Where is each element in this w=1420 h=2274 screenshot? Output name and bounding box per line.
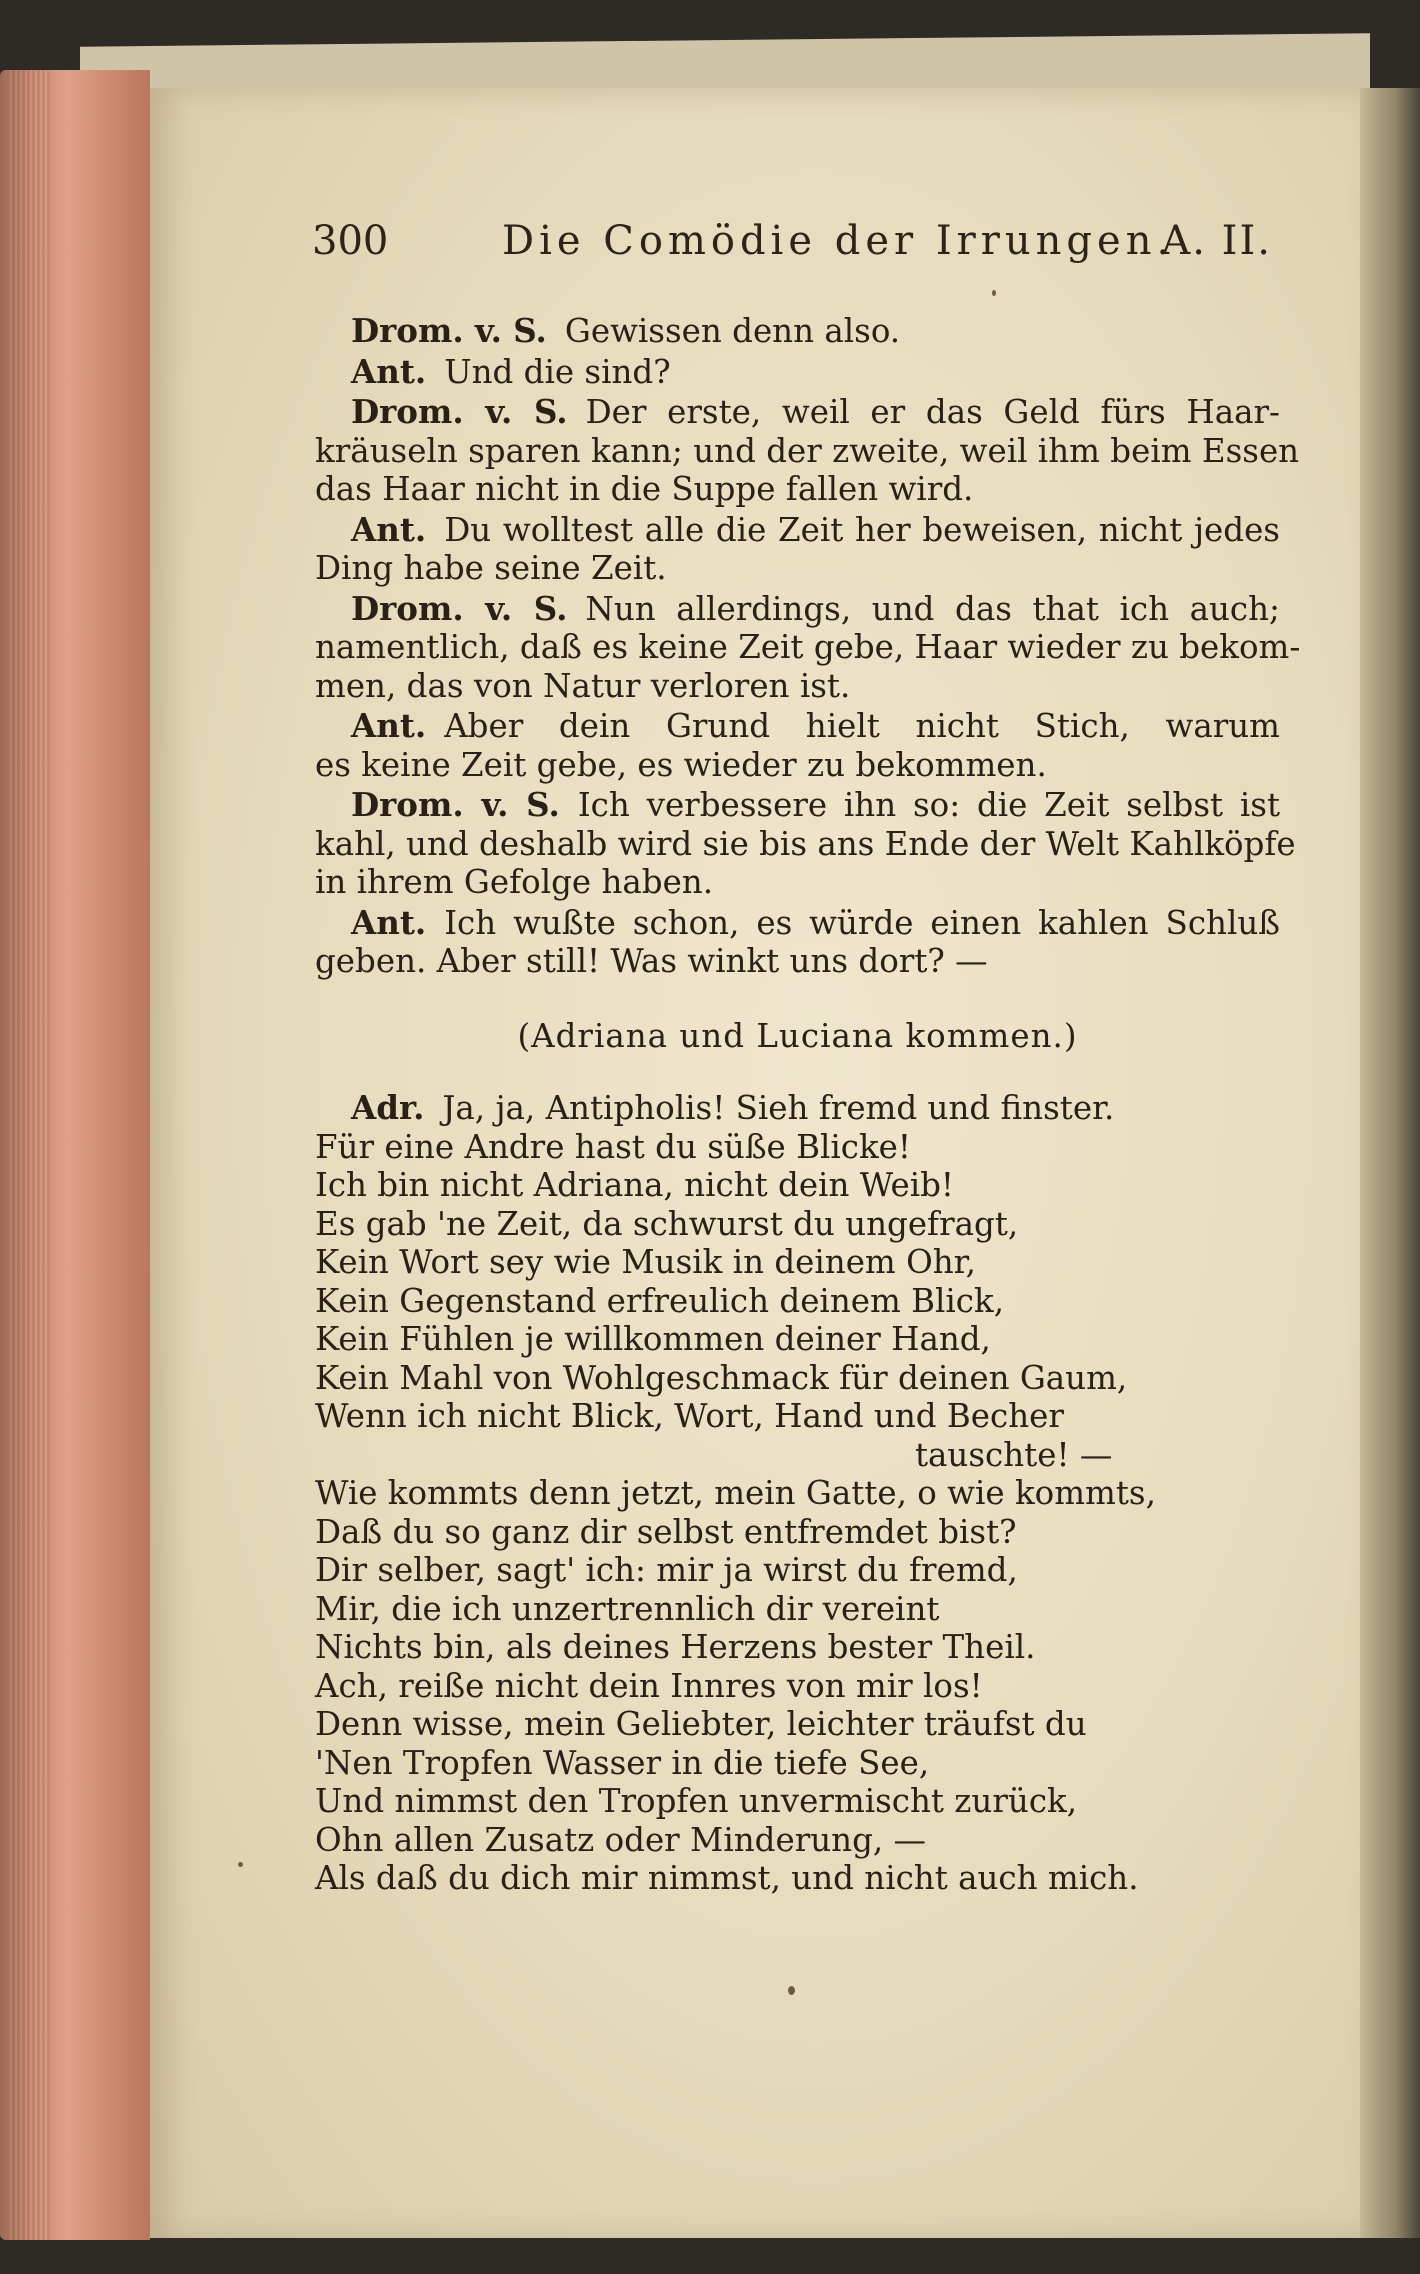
ink-spot <box>238 1862 243 1867</box>
page-stack-edge <box>0 70 150 2240</box>
line-text: Ding habe seine Zeit. <box>315 549 667 587</box>
stage-direction: (Adriana und Luciana kommen.) <box>517 1016 1078 1055</box>
verse-line: 'Nen Tropfen Wasser in die tiefe See, <box>315 1743 930 1782</box>
line-text: es keine Zeit gebe, es wieder zu bekommen. <box>315 745 1047 784</box>
text-line <box>315 470 1280 509</box>
dialogue-paragraph <box>315 588 1301 706</box>
verse-line: Und nimmst den Tropfen unvermischt zurück, <box>315 1782 1078 1820</box>
speaker-name: Drom. v. S. <box>351 392 568 431</box>
speaker-name: Ant. <box>351 902 427 942</box>
text-line <box>315 786 1280 825</box>
text-line <box>315 511 1280 550</box>
spine-shadow <box>1360 88 1420 2238</box>
text-line <box>315 353 1280 392</box>
dialogue-paragraph <box>315 353 1280 392</box>
verse-line: Wie kommts denn jetzt, mein Gatte, o wie kommts, <box>315 1474 1156 1512</box>
line-text: namentlich, daß es keine Zeit gebe, Haar wieder zu bekom- <box>315 628 1301 666</box>
verse-line: Wenn ich nicht Blick, Wort, Hand und Becher <box>315 1397 1064 1435</box>
verse-line: Ohn allen Zusatz oder Minderung, — <box>315 1820 927 1859</box>
text-line <box>315 904 1280 943</box>
speaker-name: Drom. v. S. <box>351 311 547 350</box>
line-text: men, das von Natur verloren ist. <box>315 666 851 705</box>
prose-dialogue <box>315 311 1301 981</box>
dialogue-paragraph <box>315 511 1280 588</box>
verse-line: tauschte! — <box>915 1435 1113 1474</box>
speaker-name: Drom. v. S. <box>351 785 560 824</box>
dialogue-paragraph <box>315 707 1280 784</box>
page-text <box>315 311 1301 1898</box>
verse-line: Es gab 'ne Zeit, da schwurst du ungefragt, <box>315 1204 1019 1243</box>
line-text: Der erste, weil er das Geld fürs Haar- <box>585 393 1281 431</box>
verse-line: Kein Fühlen je willkommen deiner Hand, <box>315 1320 991 1358</box>
line-text: Aber dein Grund hielt nicht Stich, warum <box>444 707 1280 745</box>
dialogue-paragraph <box>315 392 1300 509</box>
line-text: Gewissen denn also. <box>564 312 901 350</box>
verse-line: Mir, die ich unzertrennlich dir vereint <box>315 1589 940 1628</box>
speaker-name: Drom. v. S. <box>351 588 568 628</box>
verse-line: Ich bin nicht Adriana, nicht dein Weib! <box>315 1166 954 1204</box>
verse-line: Kein Mahl von Wohlgeschmack für deinen Gaum, <box>315 1358 1128 1397</box>
speaker-name: Ant. <box>351 351 427 391</box>
text-line <box>315 549 1280 588</box>
verse-line <box>315 1089 1280 1128</box>
text-line <box>315 431 1300 471</box>
text-line <box>315 590 1280 629</box>
page-number: 300 <box>312 218 389 264</box>
text-line <box>315 628 1301 667</box>
verse-first-line: Ja, ja, Antipholis! Sieh fremd und finster. <box>442 1089 1115 1127</box>
speaker-name: Adr. <box>351 1088 425 1127</box>
line-text: kräuseln sparen kann; und der zweite, weil ihm beim Essen <box>315 431 1300 470</box>
line-text: kahl, und deshalb wird sie bis ans Ende der Welt Kahlköpfe <box>315 824 1296 863</box>
verse-lines <box>315 1128 1280 1898</box>
verse-speech <box>315 1089 1280 1898</box>
line-text: Ich verbessere ihn so: die Zeit selbst ist <box>577 786 1281 824</box>
text-line <box>315 746 1280 785</box>
verse-line: Dir selber, sagt' ich: mir ja wirst du fremd, <box>315 1551 1018 1589</box>
line-text: Und die sind? <box>444 352 671 391</box>
verse-line: Daß du so ganz dir selbst entfremdet bist? <box>315 1512 1017 1551</box>
dialogue-paragraph <box>315 904 1280 981</box>
text-line <box>315 863 1280 902</box>
line-text: Nun allerdings, und das that ich auch; <box>585 589 1281 628</box>
text-line <box>315 312 1280 351</box>
speaker-name: Ant. <box>351 706 427 745</box>
act-label: A. II. <box>1161 218 1272 264</box>
text-line <box>315 707 1280 746</box>
verse-line: Kein Wort sey wie Musik in deinem Ohr, <box>315 1243 976 1281</box>
verse-line: Nichts bin, als deines Herzens bester Theil. <box>315 1628 1036 1666</box>
dialogue-paragraph <box>315 785 1296 902</box>
text-line <box>315 942 1280 981</box>
ink-spot <box>992 290 996 296</box>
text-line <box>315 667 1280 706</box>
line-text: Du wolltest alle die Zeit her beweisen, nicht jedes <box>444 510 1280 549</box>
speaker-name: Ant. <box>351 509 427 549</box>
verse-line: Als daß du dich mir nimmst, und nicht auch mich. <box>315 1859 1139 1897</box>
line-text: das Haar nicht in die Suppe fallen wird. <box>315 470 974 508</box>
line-text: in ihrem Gefolge haben. <box>315 863 714 901</box>
verse-line: Für eine Andre hast du süße Blicke! <box>315 1127 911 1166</box>
text-line <box>315 824 1296 864</box>
verse-line: Denn wisse, mein Geliebter, leichter träufst du <box>315 1705 1087 1743</box>
running-title: Die Comödie der Irrungen. <box>502 218 1175 264</box>
dialogue-paragraph <box>315 312 1280 351</box>
line-text: Ich wußte schon, es würde einen kahlen Schluß <box>444 903 1280 942</box>
ink-spot <box>788 1986 795 1995</box>
line-text: geben. Aber still! Was winkt uns dort? — <box>315 942 988 980</box>
verse-line: Ach, reiße nicht dein Innres von mir los! <box>315 1666 983 1705</box>
text-line <box>315 393 1280 432</box>
running-header <box>312 218 1272 278</box>
verse-line: Kein Gegenstand erfreulich deinem Blick, <box>315 1281 1005 1320</box>
